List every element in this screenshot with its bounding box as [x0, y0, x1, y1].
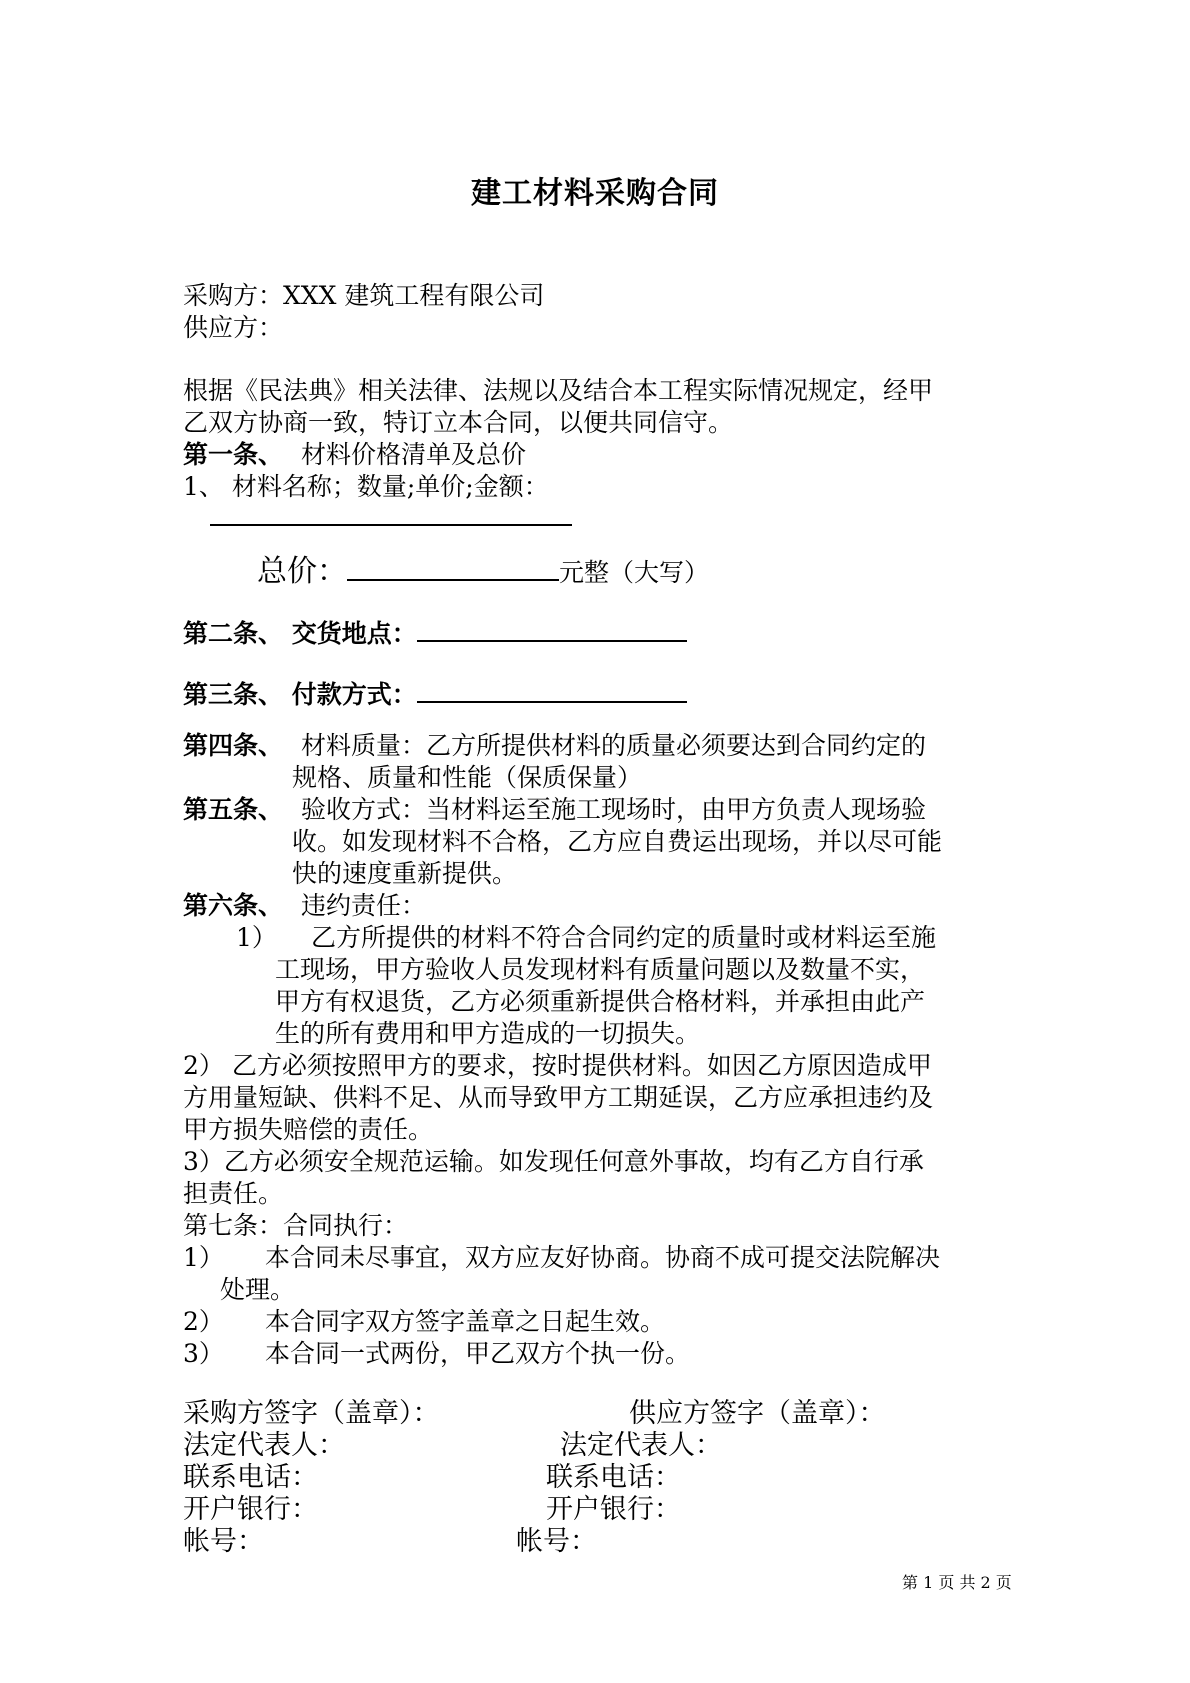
page-number-footer: 第 1 页 共 2 页 — [902, 1573, 1012, 1592]
supplier-line: 供应方： — [183, 313, 284, 342]
article1-title: 材料价格清单及总价 — [301, 440, 527, 469]
preamble-line-2: 乙双方协商一致，特订立本合同，以便共同信守。 — [183, 408, 734, 437]
article4-number: 第四条、 — [183, 731, 284, 760]
article2-line — [183, 616, 687, 650]
article6-clause1-line-3: 甲方有权退货，乙方必须重新提供合格材料，并承担由此产 — [275, 987, 926, 1016]
article6-clause1-line-1: 乙方所提供的材料不符合合同约定的质量时或材料运至施 — [311, 923, 937, 952]
article7-clause3-text: 本合同一式两份，甲乙双方个执一份。 — [265, 1339, 691, 1368]
article7-clause3-number: 3） — [183, 1339, 224, 1368]
article3-heading: 第三条、 付款方式： — [183, 680, 417, 709]
delivery-location-blank — [417, 616, 687, 642]
article4-line-1 — [183, 730, 926, 762]
preamble-line-1: 根据《民法典》相关法律、法规以及结合本工程实际情况规定，经甲 — [183, 376, 934, 405]
supplier-account-label: 帐号： — [516, 1526, 597, 1557]
supplier-signature-label: 供应方签字（盖章）： — [629, 1398, 886, 1429]
article6-number: 第六条、 — [183, 891, 284, 920]
article7-clause1-cont: 处理。 — [220, 1275, 296, 1304]
article6-clause2-line-1: 2） 乙方必须按照甲方的要求，按时提供材料。如因乙方原因造成甲 — [183, 1051, 932, 1080]
buyer-signature-label: 采购方签字（盖章）： — [183, 1398, 440, 1429]
article6-heading — [183, 890, 426, 922]
article4-text-1: 材料质量：乙方所提供材料的质量必须要达到合同约定的 — [301, 731, 927, 760]
article4-line-2: 规格、质量和性能（保质保量） — [292, 763, 643, 792]
article3-line — [183, 677, 687, 711]
article7-clause1-number: 1） — [183, 1243, 224, 1272]
article6-clause2-line-3: 甲方损失赔偿的责任。 — [183, 1115, 434, 1144]
article6-clause1-line-2: 工现场，甲方验收人员发现材料有质量问题以及数量不实， — [275, 955, 926, 984]
supplier-phone-label: 联系电话： — [546, 1462, 681, 1493]
article7-clause2-number: 2） — [183, 1307, 224, 1336]
article5-text-1: 验收方式：当材料运至施工现场时，由甲方负责人现场验 — [301, 795, 927, 824]
article5-line-2: 收。如发现材料不合格，乙方应自费运出现场，并以尽可能 — [292, 827, 943, 856]
payment-method-blank — [417, 677, 687, 703]
article6-title: 违约责任： — [301, 891, 427, 920]
article7-clause2-text: 本合同字双方签字盖章之日起生效。 — [265, 1307, 666, 1336]
article5-line-1 — [183, 794, 926, 826]
supplier-rep-label: 法定代表人： — [560, 1430, 722, 1461]
article6-clause1-line-4: 生的所有费用和甲方造成的一切损失。 — [275, 1019, 701, 1048]
buyer-bank-label: 开户银行： — [183, 1494, 318, 1525]
buyer-account-label: 帐号： — [183, 1526, 264, 1557]
buyer-line: 采购方：XXX 建筑工程有限公司 — [183, 281, 545, 310]
article7-heading: 第七条：合同执行： — [183, 1211, 409, 1240]
article6-clause1-number: 1） — [236, 923, 277, 952]
article5-line-3: 快的速度重新提供。 — [292, 859, 518, 888]
buyer-rep-label: 法定代表人： — [183, 1430, 345, 1461]
total-price-suffix: 元整（大写） — [559, 558, 710, 587]
supplier-bank-label: 开户银行： — [546, 1494, 681, 1525]
article6-clause3-line-2: 担责任。 — [183, 1179, 284, 1208]
article2-heading: 第二条、 交货地点： — [183, 619, 417, 648]
article6-clause3-line-1: 3）乙方必须安全规范运输。如发现任何意外事故，均有乙方自行承 — [183, 1147, 924, 1176]
article6-clause2-line-2: 方用量短缺、供料不足、从而导致甲方工期延误，乙方应承担违约及 — [183, 1083, 934, 1112]
article1-number: 第一条、 — [183, 440, 284, 469]
material-list-blank — [210, 500, 572, 534]
total-price-label: 总价： — [257, 554, 347, 589]
article7-clause1-text: 本合同未尽事宜，双方应友好协商。协商不成可提交法院解决 — [265, 1243, 941, 1272]
total-price-blank — [347, 553, 559, 581]
article1-heading — [183, 439, 526, 471]
article5-number: 第五条、 — [183, 795, 284, 824]
buyer-phone-label: 联系电话： — [183, 1462, 318, 1493]
document-title: 建工材料采购合同 — [471, 176, 719, 211]
article1-item1: 1、 材料名称；数量;单价;金额： — [183, 472, 549, 501]
total-price-line — [257, 553, 709, 591]
